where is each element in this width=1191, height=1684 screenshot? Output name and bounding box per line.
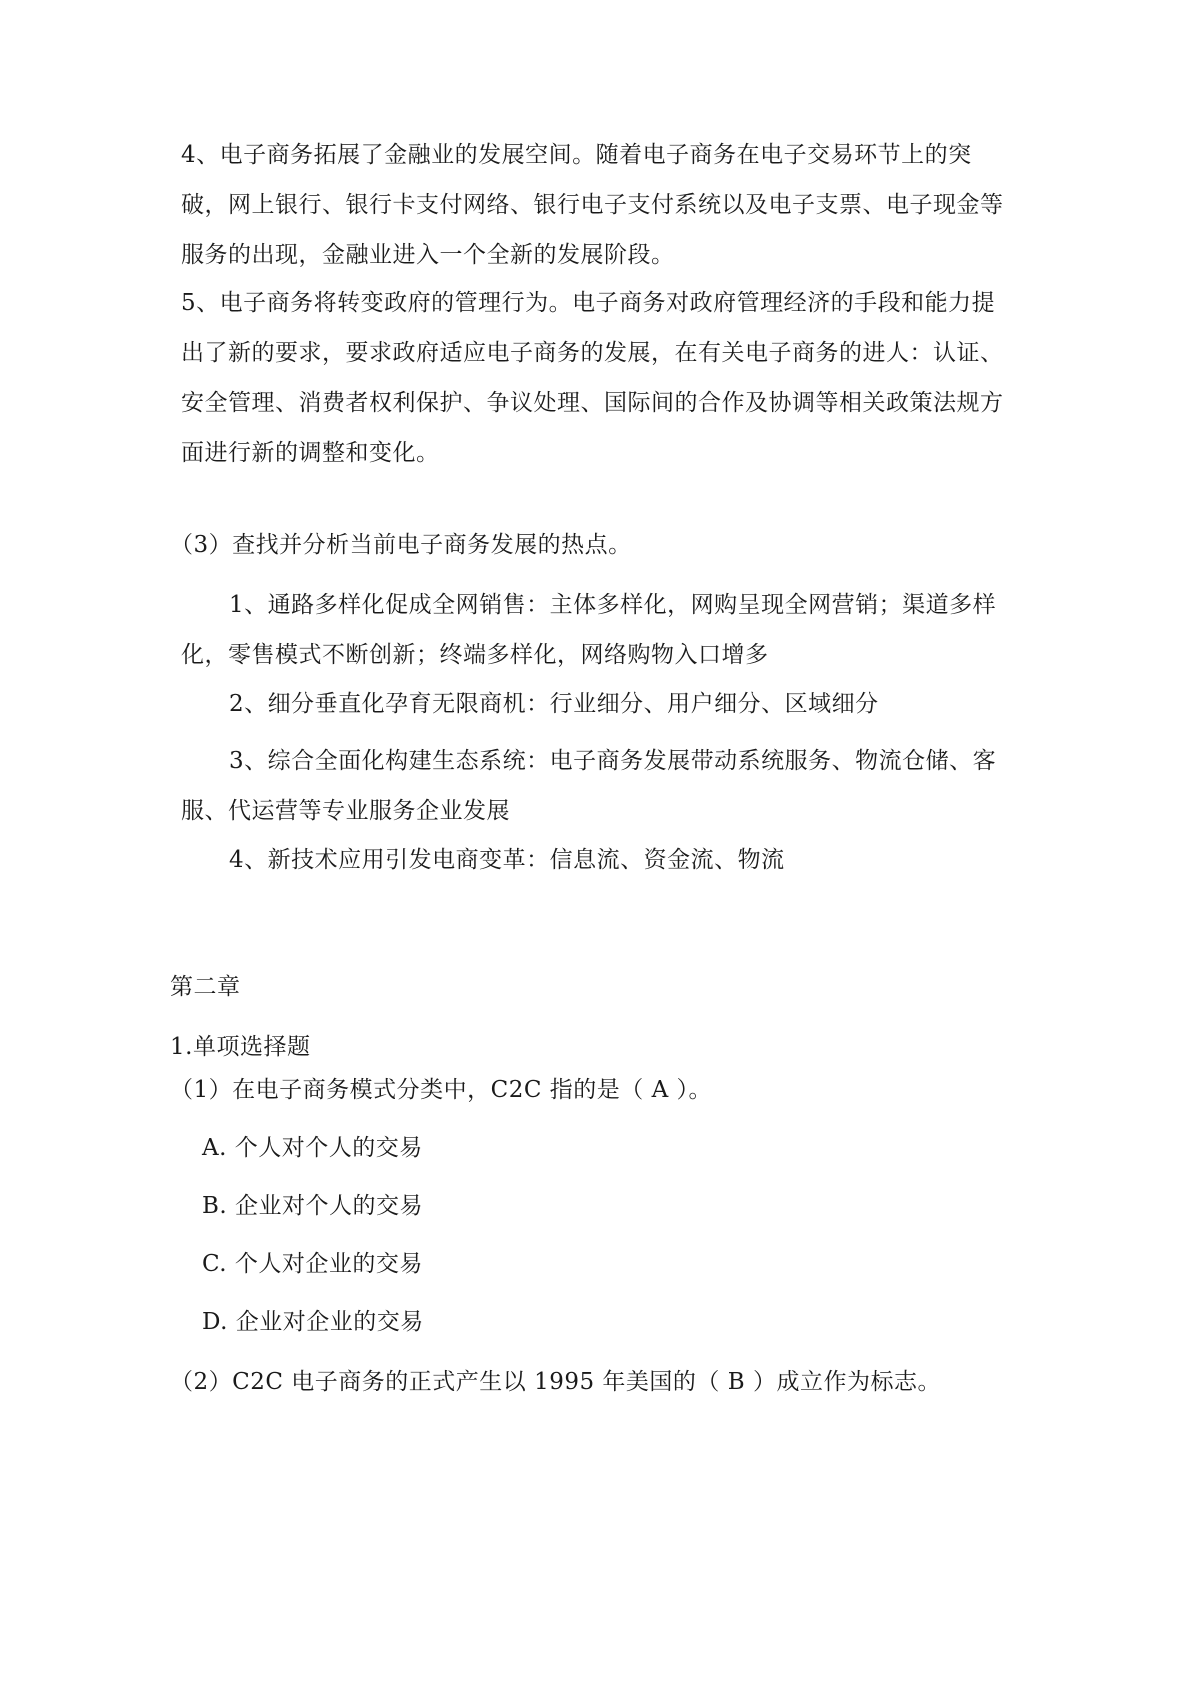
paragraph-finance: 4、电子商务拓展了金融业的发展空间。随着电子商务在电子交易环节上的突破，网上银行、银行卡支付网络、银行电子支付系统以及电子支票、电子现金等服务的出现，金融业进入一个全新的发展阶段。 [181, 142, 1004, 268]
question-2: （2）C2C 电子商务的正式产生以 1995 年美国的（ B ）成立作为标志。 [170, 1369, 941, 1395]
hotspot-item-4: 4、新技术应用引发电商变革：信息流、资金流、物流 [229, 847, 785, 873]
chapter-title: 第二章 [170, 974, 241, 1000]
section-3-heading: （3）查找并分析当前电子商务发展的热点。 [170, 532, 632, 558]
option-c: C. 个人对企业的交易 [202, 1251, 423, 1277]
paragraph-government: 5、电子商务将转变政府的管理行为。电子商务对政府管理经济的手段和能力提出了新的要求，要求政府适应电子商务的发展，在有关电子商务的进人：认证、安全管理、消费者权利保护、争议处理、国际间的合作及协调等相关政策法规方面进行新的调整和变化。 [181, 290, 1004, 466]
hotspot-item-1: 1、通路多样化促成全网销售：主体多样化，网购呈现全网营销；渠道多样化，零售模式不断创新；终端多样化，网络购物入口增多 [181, 592, 997, 668]
question-1: （1）在电子商务模式分类中，C2C 指的是（ A ）。 [170, 1077, 713, 1103]
option-d: D. 企业对企业的交易 [202, 1309, 424, 1335]
hotspot-item-3: 3、综合全面化构建生态系统：电子商务发展带动系统服务、物流仓储、客服、代运营等专业服务企业发展 [181, 748, 997, 824]
option-a: A. 个人对个人的交易 [202, 1135, 423, 1161]
section-title: 1.单项选择题 [170, 1034, 311, 1060]
option-b: B. 企业对个人的交易 [202, 1193, 424, 1219]
hotspot-item-2: 2、细分垂直化孕育无限商机：行业细分、用户细分、区域细分 [229, 691, 879, 717]
